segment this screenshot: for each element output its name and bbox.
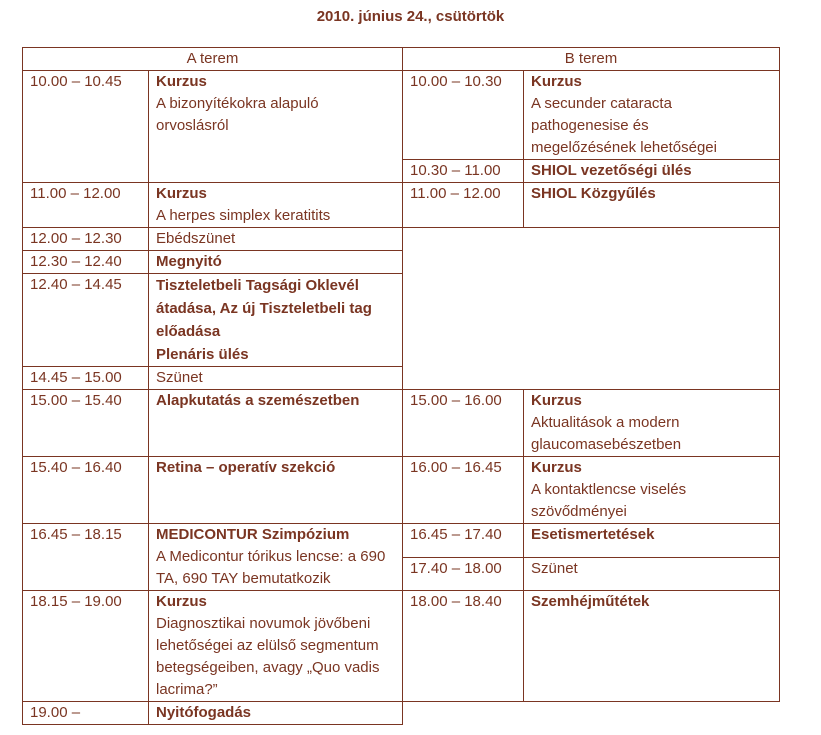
room-b-time: 11.00 – 12.00	[403, 183, 524, 228]
table-row	[23, 71, 780, 160]
table-header-row	[23, 48, 780, 71]
room-b-session: SHIOL vezetőségi ülés	[524, 160, 780, 183]
session-subtitle: Plenáris ülés	[156, 346, 249, 363]
room-a-session: Megnyitó	[149, 251, 403, 274]
room-a-session: Retina – operatív szekció	[149, 457, 403, 524]
room-b-session	[524, 390, 780, 457]
room-a-session	[149, 274, 403, 367]
header-room-b: B terem	[403, 48, 780, 71]
table-row	[23, 524, 780, 558]
room-b-time: 16.00 – 16.45	[403, 457, 524, 524]
room-a-time: 11.00 – 12.00	[23, 183, 149, 228]
session-title: Kurzus	[156, 185, 207, 202]
session-title: Kurzus	[156, 73, 207, 90]
room-b-session	[524, 457, 780, 524]
room-a-session	[149, 71, 403, 183]
room-a-session: Ebédszünet	[149, 228, 403, 251]
room-a-time: 15.40 – 16.40	[23, 457, 149, 524]
room-a-time: 15.00 – 15.40	[23, 390, 149, 457]
room-a-session	[149, 524, 403, 591]
table-row	[23, 183, 780, 228]
table-row	[23, 591, 780, 702]
session-description: A kontaktlencse viselés szövődményei	[531, 481, 687, 520]
room-b-session: Szemhéjműtétek	[524, 591, 780, 702]
session-title: Kurzus	[156, 593, 207, 610]
room-a-time: 19.00 –	[23, 702, 149, 725]
header-room-a: A terem	[23, 48, 403, 71]
room-b-session: Szünet	[524, 557, 780, 591]
session-title: Kurzus	[531, 392, 582, 409]
room-b-time: 10.30 – 11.00	[403, 160, 524, 183]
session-description: Aktualitások a modern glaucomasebészetben	[531, 414, 682, 453]
room-a-time: 18.15 – 19.00	[23, 591, 149, 702]
room-a-time: 12.00 – 12.30	[23, 228, 149, 251]
session-description: Diagnosztikai novumok jövőbeni lehetőségei az elülső segmentum betegségeiben, avagy „Quo vadis lacrima?”	[156, 615, 380, 698]
room-b-empty-slot	[403, 228, 780, 390]
room-a-time: 14.45 – 15.00	[23, 367, 149, 390]
room-a-session	[149, 591, 403, 702]
session-description: A bizonyítékokra alapuló orvoslásról	[156, 95, 319, 134]
room-b-time: 17.40 – 18.00	[403, 557, 524, 591]
room-b-none	[403, 702, 780, 725]
session-title: Kurzus	[531, 459, 582, 476]
table-row	[23, 390, 780, 457]
page-title: 2010. június 24., csütörtök	[316, 8, 505, 25]
room-b-time: 10.00 – 10.30	[403, 71, 524, 160]
table-row	[23, 702, 780, 725]
session-title: MEDICONTUR Szimpózium	[156, 526, 350, 543]
table-row	[23, 228, 780, 251]
room-a-time: 12.40 – 14.45	[23, 274, 149, 367]
room-a-session: Alapkutatás a szemészetben	[149, 390, 403, 457]
schedule-table	[22, 47, 780, 725]
session-title: Kurzus	[531, 73, 582, 90]
table-row	[23, 457, 780, 524]
room-a-time: 10.00 – 10.45	[23, 71, 149, 183]
room-a-session	[149, 183, 403, 228]
room-a-time: 16.45 – 18.15	[23, 524, 149, 591]
room-a-time: 12.30 – 12.40	[23, 251, 149, 274]
room-b-time: 15.00 – 16.00	[403, 390, 524, 457]
room-b-session	[524, 71, 780, 160]
room-b-time: 18.00 – 18.40	[403, 591, 524, 702]
session-description: A Medicontur tórikus lencse: a 690 TA, 690 TAY bemutatkozik	[156, 548, 386, 587]
room-b-time: 16.45 – 17.40	[403, 524, 524, 558]
session-description: A secunder cataracta pathogenesise és megelőzésének lehetőségei	[531, 95, 717, 156]
room-a-session: Szünet	[149, 367, 403, 390]
room-b-session: SHIOL Közgyűlés	[524, 183, 780, 228]
session-title: Tiszteletbeli Tagsági Oklevél átadása, Az új Tiszteletbeli tag előadása	[156, 277, 372, 340]
room-b-session: Esetismertetések	[524, 524, 780, 558]
session-description: A herpes simplex keratitits	[156, 207, 331, 224]
room-a-session: Nyitófogadás	[149, 702, 403, 725]
